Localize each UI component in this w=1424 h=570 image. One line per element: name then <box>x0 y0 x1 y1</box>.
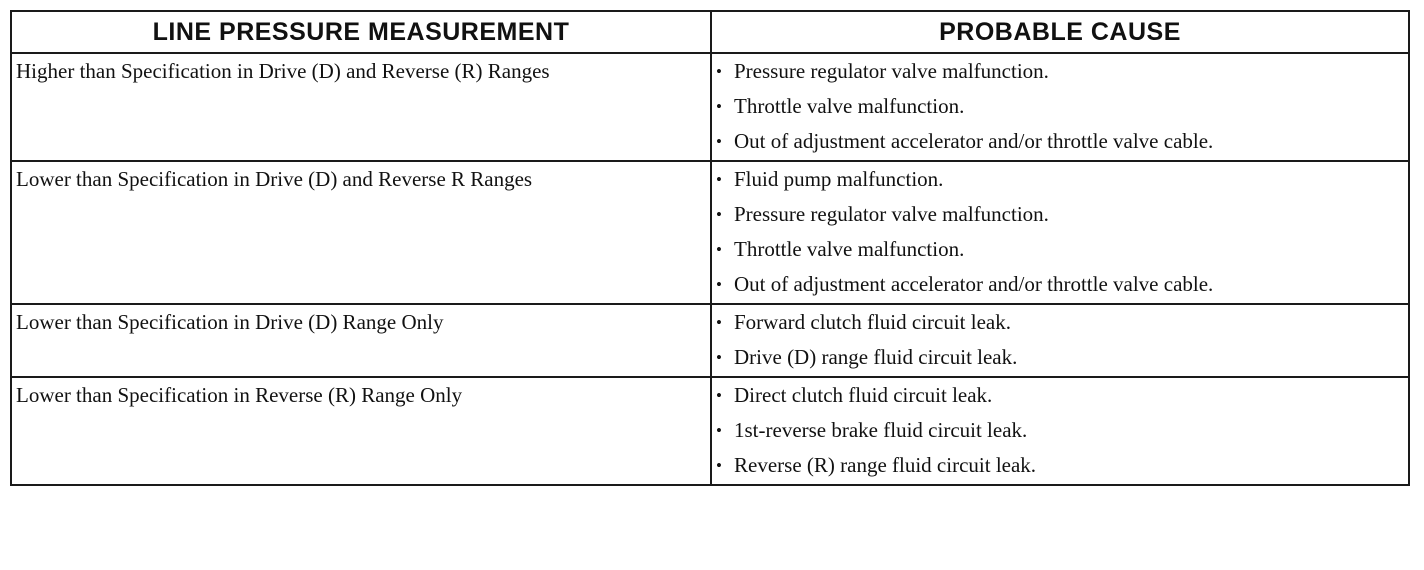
cause-list <box>716 165 1398 299</box>
cause-item: • Out of adjustment accelerator and/or throttle valve cable. <box>716 270 1398 299</box>
table-row <box>11 377 1409 485</box>
cause-item: • Fluid pump malfunction. <box>716 165 1398 194</box>
header-line-pressure-measurement: LINE PRESSURE MEASUREMENT <box>11 11 711 53</box>
probable-cause-cell <box>711 161 1409 304</box>
table-row <box>11 304 1409 377</box>
cause-item: • Reverse (R) range fluid circuit leak. <box>716 451 1398 480</box>
cause-list <box>716 381 1398 480</box>
line-pressure-diagnosis-table <box>10 10 1410 486</box>
header-probable-cause: PROBABLE CAUSE <box>711 11 1409 53</box>
cause-item: • Pressure regulator valve malfunction. <box>716 200 1398 229</box>
header-row <box>11 11 1409 53</box>
cause-item: • 1st-reverse brake fluid circuit leak. <box>716 416 1398 445</box>
cause-item: • Drive (D) range fluid circuit leak. <box>716 343 1398 372</box>
cause-list <box>716 308 1398 372</box>
probable-cause-cell <box>711 53 1409 161</box>
cause-item: • Out of adjustment accelerator and/or throttle valve cable. <box>716 127 1398 156</box>
cause-list <box>716 57 1398 156</box>
cause-item: • Throttle valve malfunction. <box>716 92 1398 121</box>
measurement-cell: Lower than Specification in Reverse (R) Range Only <box>11 377 711 485</box>
measurement-cell: Lower than Specification in Drive (D) and Reverse R Ranges <box>11 161 711 304</box>
cause-item: • Direct clutch fluid circuit leak. <box>716 381 1398 410</box>
probable-cause-cell <box>711 304 1409 377</box>
table-row <box>11 161 1409 304</box>
diagnosis-table-container <box>10 10 1410 486</box>
measurement-cell: Higher than Specification in Drive (D) and Reverse (R) Ranges <box>11 53 711 161</box>
cause-item: • Throttle valve malfunction. <box>716 235 1398 264</box>
measurement-cell: Lower than Specification in Drive (D) Range Only <box>11 304 711 377</box>
cause-item: • Pressure regulator valve malfunction. <box>716 57 1398 86</box>
cause-item: • Forward clutch fluid circuit leak. <box>716 308 1398 337</box>
table-row <box>11 53 1409 161</box>
probable-cause-cell <box>711 377 1409 485</box>
